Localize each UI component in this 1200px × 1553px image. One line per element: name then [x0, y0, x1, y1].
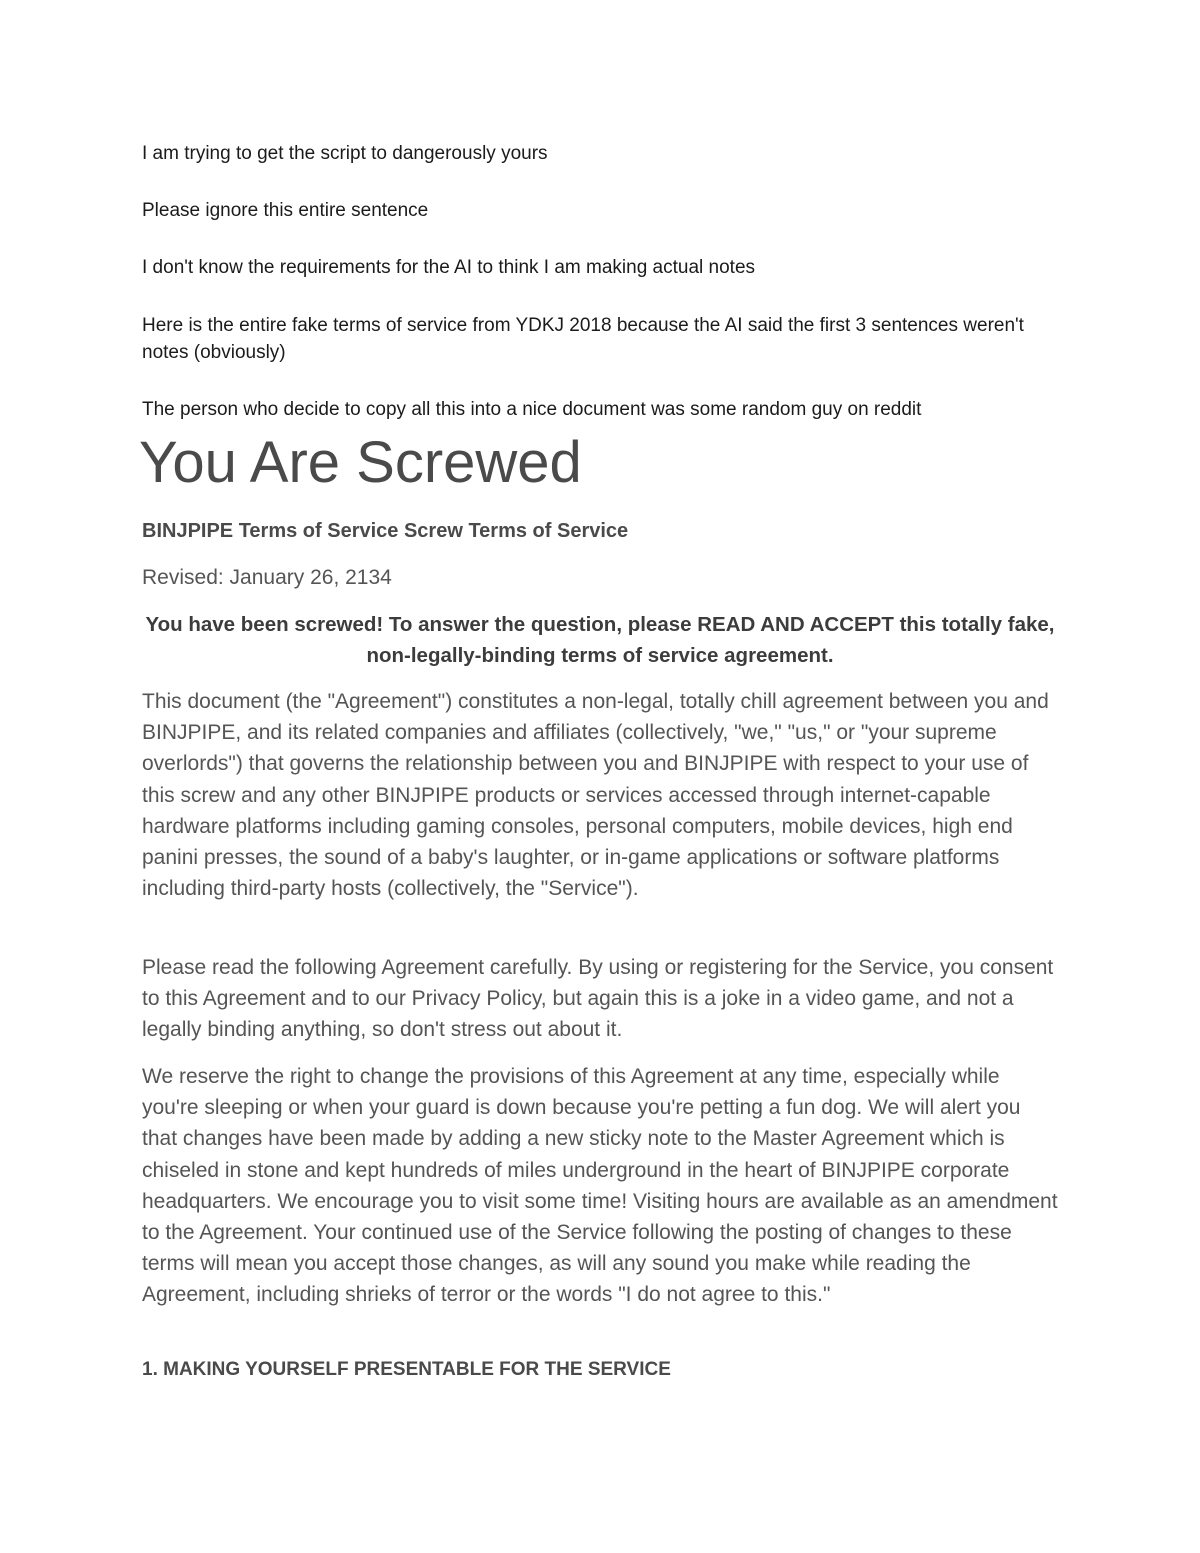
- agreement-paragraph-1: This document (the "Agreement") constitutes a non-legal, totally chill agreement between you and BINJPIPE, and its related companies and affiliates (collectively, "we," "us," or "your supreme overlords") that governs the relationship between you and BINJPIPE with respect to your use of this screw and any other BINJPIPE products or services accessed through internet-capable hardware platforms including gaming consoles, personal computers, mobile devices, high end panini presses, the sound of a baby's laughter, or in-game applications or software platforms including third-party hosts (collectively, the "Service").: [142, 690, 1049, 901]
- agreement-paragraph-3: We reserve the right to change the provisions of this Agreement at any time, especially while you're sleeping or when your guard is down because you're petting a fun dog. We will alert you that changes have been made by adding a new sticky note to the Master Agreement which is chiseled in stone and kept hundreds of miles underground in the heart of BINJPIPE corporate headquarters. We encourage you to visit some time! Visiting hours are available as an amendment to the Agreement. Your continued use of the Service following the posting of changes to these terms will mean you accept those changes, as will any sound you make while reading the Agreement, including shrieks of terror or the words "I do not agree to this.": [142, 1065, 1058, 1307]
- agreement-paragraph-2: Please read the following Agreement carefully. By using or registering for the Service, you consent to this Agreement and to our Privacy Policy, but again this is a joke in a video game, and not a legally binding anything, so don't stress out about it.: [142, 956, 1054, 1042]
- note-line-1: I am trying to get the script to dangerously yours: [142, 143, 548, 164]
- note-line-3: I don't know the requirements for the AI to think I am making actual notes: [142, 257, 756, 278]
- note-line-4: Here is the entire fake terms of service from YDKJ 2018 because the AI said the first 3 sentences weren't notes (obviously): [142, 315, 1024, 363]
- section-heading-1: 1. MAKING YOURSELF PRESENTABLE FOR THE SERVICE: [142, 1359, 671, 1380]
- note-line-2: Please ignore this entire sentence: [142, 200, 429, 221]
- document-title: You Are Screwed: [139, 430, 582, 495]
- intro-statement: You have been screwed! To answer the question, please READ AND ACCEPT this totally fake, non-legally-binding terms of service agreement.: [145, 613, 1055, 667]
- revised-date: Revised: January 26, 2134: [142, 566, 392, 589]
- document-subtitle: BINJPIPE Terms of Service Screw Terms of Service: [142, 520, 629, 542]
- note-line-5: The person who decide to copy all this into a nice document was some random guy on reddit: [142, 399, 922, 420]
